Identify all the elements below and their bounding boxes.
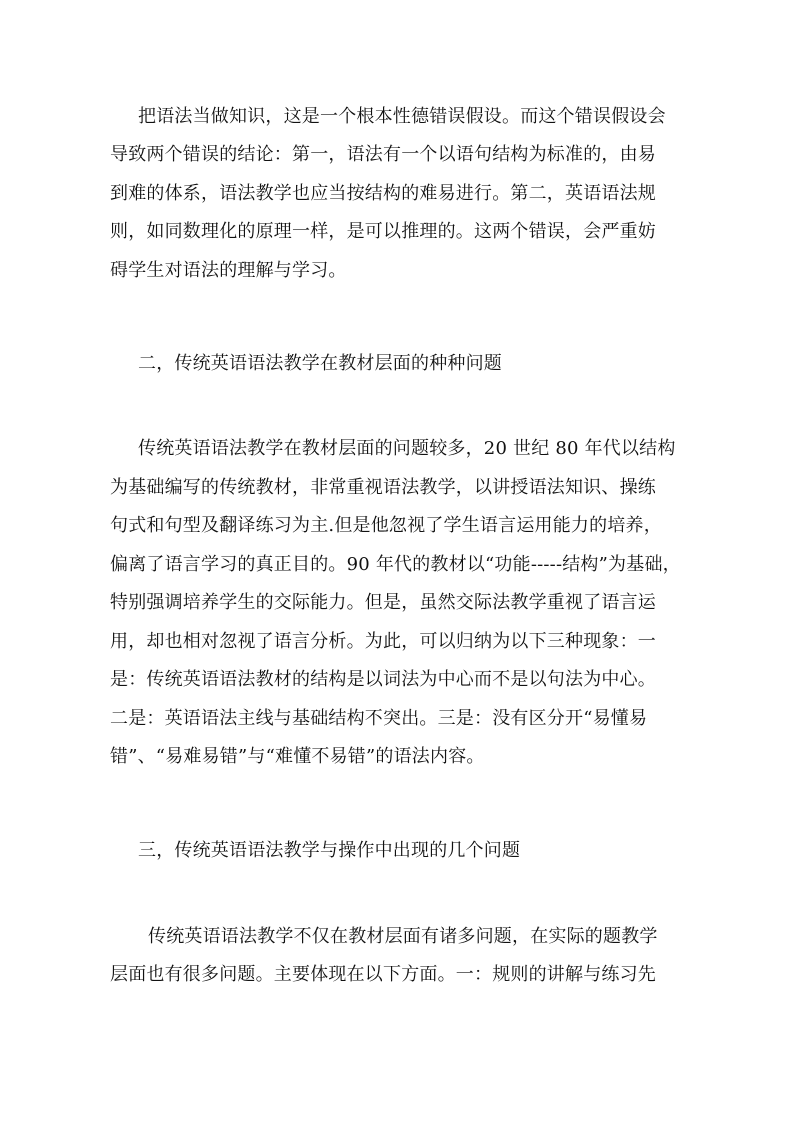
section-heading-2: 二，传统英语语法教学在教材层面的种种问题	[138, 353, 502, 374]
paragraph-3-line-2: 层面也有很多问题。主要体现在以下方面。一：规则的讲解与练习先	[110, 964, 656, 985]
paragraph-2-line-2: 为基础编写的传统教材，非常重视语法教学，以讲授语法知识、操练	[110, 477, 656, 498]
paragraph-2-line-7: 是：传统英语语法教材的结构是以词法为中心而不是以句法为中心。	[110, 669, 656, 690]
paragraph-1-line-2: 导致两个错误的结论：第一，语法有一个以语句结构为标准的，由易	[110, 144, 656, 165]
section-heading-3: 三，传统英语语法教学与操作中出现的几个问题	[138, 840, 521, 861]
paragraph-2-line-3: 句式和句型及翻译练习为主.但是他忽视了学生语言运用能力的培养，	[110, 515, 662, 536]
paragraph-1-line-1: 把语法当做知识，这是一个根本性德错误假设。而这个错误假设会	[138, 106, 666, 127]
paragraph-2-line-6: 用，却也相对忽视了语言分析。为此，可以归纳为以下三种现象：一	[110, 631, 656, 652]
paragraph-2-line-1: 传统英语语法教学在教材层面的问题较多，20 世纪 80 年代以结构	[138, 438, 676, 459]
paragraph-1-line-4: 则，如同数理化的原理一样，是可以推理的。这两个错误，会严重妨	[110, 221, 656, 242]
paragraph-1-line-5: 碍学生对语法的理解与学习。	[110, 260, 347, 281]
paragraph-2-line-5: 特别强调培养学生的交际能力。但是，虽然交际法教学重视了语言运	[110, 592, 656, 613]
paragraph-2-line-9: 错”、“易难易错”与“难懂不易错”的语法内容。	[110, 746, 485, 767]
paragraph-1-line-3: 到难的体系，语法教学也应当按结构的难易进行。第二，英语语法规	[110, 183, 656, 204]
paragraph-2-line-4: 偏离了语言学习的真正目的。90 年代的教材以“功能-----结构”为基础，	[110, 554, 681, 575]
paragraph-2-line-8: 二是：英语语法主线与基础结构不突出。三是：没有区分开“易懂易	[110, 708, 648, 729]
paragraph-3-line-1: 传统英语语法教学不仅在教材层面有诸多问题，在实际的题教学	[148, 926, 658, 947]
